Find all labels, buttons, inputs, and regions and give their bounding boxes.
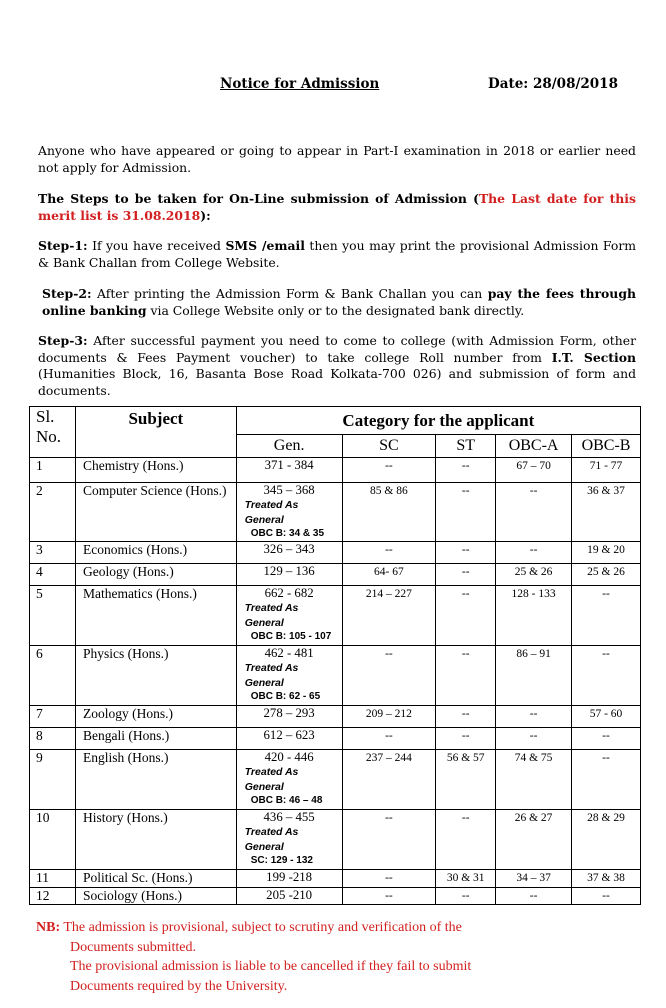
row-sl: 9 [30, 750, 76, 810]
row-gen [236, 564, 342, 586]
table-row [30, 586, 641, 646]
row-sc: 64- 67 [342, 564, 436, 586]
row-st: -- [436, 483, 496, 542]
row-sc: -- [342, 810, 436, 870]
row-st: -- [436, 646, 496, 706]
row-gen [236, 706, 342, 728]
row-obcb: -- [572, 586, 641, 646]
steps-heading-suffix: ): [200, 207, 211, 223]
row-subject: Political Sc. (Hons.) [75, 870, 236, 888]
row-obca: 128 - 133 [496, 586, 572, 646]
row-obcb: 19 & 20 [572, 542, 641, 564]
col-sc-header: SC [342, 435, 436, 458]
row-sl: 2 [30, 483, 76, 542]
step-1-label: Step-1: [38, 238, 88, 253]
gen-range: 129 – 136 [263, 564, 315, 578]
gen-range: 612 – 623 [263, 728, 315, 742]
table-body [30, 458, 641, 905]
row-obca: -- [496, 728, 572, 750]
table-row [30, 564, 641, 586]
col-st-header: ST [436, 435, 496, 458]
step-3-bold: I.T. Section [551, 349, 636, 365]
row-st: 30 & 31 [436, 870, 496, 888]
row-obcb: 37 & 38 [572, 870, 641, 888]
step-2-text-end: via College Website only or to the designated bank directly. [146, 302, 525, 318]
step-3-text-end: (Humanities Block, 16, Basanta Bose Road Kolkata-700 026) and submission of form and documents. [38, 366, 636, 398]
row-obcb: 28 & 29 [572, 810, 641, 870]
treated-as-general: General [244, 617, 284, 629]
row-sl: 7 [30, 706, 76, 728]
row-gen [236, 458, 342, 483]
table-row [30, 870, 641, 888]
steps-heading-text: The Steps to be taken for On-Line submission of Admission ( [38, 191, 479, 206]
table-row [30, 542, 641, 564]
row-subject: Geology (Hons.) [75, 564, 236, 586]
gen-range: 345 – 368 [263, 483, 315, 497]
row-sl: 6 [30, 646, 76, 706]
row-st: -- [436, 706, 496, 728]
intro-paragraph: Anyone who have appeared or going to appear in Part-I examination in 2018 or earlier need not apply for Admission. [38, 143, 636, 175]
row-sc: -- [342, 458, 436, 483]
row-obcb: 71 - 77 [572, 458, 641, 483]
row-gen [236, 810, 342, 870]
row-sc: -- [342, 870, 436, 888]
row-obca: 34 – 37 [496, 870, 572, 888]
row-sc: -- [342, 888, 436, 905]
nb-line-2: Documents submitted. [70, 939, 196, 955]
row-sl: 3 [30, 542, 76, 564]
treated-as-note: Treated As [244, 602, 299, 614]
row-st: -- [436, 542, 496, 564]
row-gen [236, 870, 342, 888]
row-gen [236, 646, 342, 706]
category-table [29, 406, 641, 905]
treated-as-note: Treated As [244, 499, 299, 511]
nb-line-1: The admission is provisional, subject to scrutiny and verification of the [60, 920, 462, 935]
step-1 [38, 238, 636, 271]
row-sc: -- [342, 646, 436, 706]
table-row [30, 646, 641, 706]
row-gen [236, 586, 342, 646]
row-obcb: -- [572, 750, 641, 810]
row-obcb: -- [572, 888, 641, 905]
row-gen [236, 483, 342, 542]
table-row [30, 888, 641, 905]
row-st: -- [436, 888, 496, 905]
row-obcb: -- [572, 728, 641, 750]
row-obca: 67 – 70 [496, 458, 572, 483]
nb-label: NB: [36, 920, 61, 935]
treated-as-general: General [244, 781, 284, 793]
col-category-header: Category for the applicant [236, 407, 640, 435]
table-row [30, 483, 641, 542]
row-obca: 26 & 27 [496, 810, 572, 870]
col-gen-header: Gen. [236, 435, 342, 458]
row-gen [236, 728, 342, 750]
row-sl: 4 [30, 564, 76, 586]
row-subject: Computer Science (Hons.) [75, 483, 236, 542]
row-subject: History (Hons.) [75, 810, 236, 870]
table-row [30, 458, 641, 483]
step-2-bold: pay the fees through online banking [42, 286, 636, 318]
row-obcb: 57 - 60 [572, 706, 641, 728]
gen-range: 199 -218 [266, 870, 313, 884]
treated-as-note: Treated As [244, 826, 299, 838]
gen-range: 420 - 446 [264, 750, 314, 764]
nb-line-3: The provisional admission is liable to be cancelled if they fail to submit [70, 959, 472, 974]
step-3-text: After successful payment you need to come to college (with Admission Form, other documents & Fees Payment voucher) to take college Roll number from [38, 333, 636, 365]
step-2 [42, 286, 636, 319]
gen-range: 371 - 384 [264, 458, 314, 472]
row-st: 56 & 57 [436, 750, 496, 810]
treated-as-range: SC: 129 - 132 [250, 855, 313, 866]
treated-as-note: Treated As [244, 662, 299, 674]
row-subject: Physics (Hons.) [75, 646, 236, 706]
row-obca: 86 – 91 [496, 646, 572, 706]
notice-date: Date: 28/08/2018 [488, 76, 618, 92]
table-row [30, 728, 641, 750]
row-sc: -- [342, 728, 436, 750]
row-subject: Economics (Hons.) [75, 542, 236, 564]
table-row [30, 750, 641, 810]
treated-as-range: OBC B: 34 & 35 [250, 528, 325, 539]
treated-as-range: OBC B: 46 – 48 [250, 795, 323, 806]
col-sl-header: Sl. No. [30, 407, 76, 458]
col-obca-header: OBC-A [496, 435, 572, 458]
row-sl: 10 [30, 810, 76, 870]
row-obca: -- [496, 706, 572, 728]
row-subject: English (Hons.) [75, 750, 236, 810]
row-sc: 237 – 244 [342, 750, 436, 810]
gen-range: 462 - 481 [264, 646, 314, 660]
row-sl: 8 [30, 728, 76, 750]
row-sc: 214 – 227 [342, 586, 436, 646]
row-obcb: -- [572, 646, 641, 706]
treated-as-range: OBC B: 105 - 107 [250, 631, 332, 642]
last-date-text: The Last date for this merit list is 31.08.2018 [38, 191, 636, 223]
row-st: -- [436, 564, 496, 586]
step-3 [38, 333, 636, 399]
row-subject: Sociology (Hons.) [75, 888, 236, 905]
col-subject-header: Subject [75, 407, 236, 458]
gen-range: 326 – 343 [263, 542, 315, 556]
gen-range: 205 -210 [266, 888, 313, 902]
row-sc: 209 – 212 [342, 706, 436, 728]
row-obca: -- [496, 888, 572, 905]
row-st: -- [436, 810, 496, 870]
row-obca: 74 & 75 [496, 750, 572, 810]
gen-range: 436 – 455 [263, 810, 315, 824]
row-gen [236, 888, 342, 905]
nb-line-4: Documents required by the University. [70, 978, 288, 994]
row-st: -- [436, 728, 496, 750]
row-sc: 85 & 86 [342, 483, 436, 542]
row-st: -- [436, 586, 496, 646]
col-obcb-header: OBC-B [572, 435, 641, 458]
row-sl: 12 [30, 888, 76, 905]
row-subject: Mathematics (Hons.) [75, 586, 236, 646]
treated-as-range: OBC B: 62 - 65 [250, 691, 321, 702]
step-1-text: If you have received [87, 238, 226, 253]
row-obca: -- [496, 542, 572, 564]
row-st: -- [436, 458, 496, 483]
gen-range: 662 - 682 [264, 586, 314, 600]
row-sl: 5 [30, 586, 76, 646]
row-obcb: 25 & 26 [572, 564, 641, 586]
steps-heading [38, 191, 636, 224]
row-sc: -- [342, 542, 436, 564]
table-row [30, 706, 641, 728]
treated-as-note: Treated As [244, 766, 299, 778]
step-3-label: Step-3: [38, 333, 88, 348]
row-subject: Bengali (Hons.) [75, 728, 236, 750]
row-obca: -- [496, 483, 572, 542]
step-1-bold: SMS /email [225, 238, 305, 253]
row-obca: 25 & 26 [496, 564, 572, 586]
step-2-text: After printing the Admission Form & Bank Challan you can [91, 286, 488, 301]
gen-range: 278 – 293 [263, 706, 315, 720]
row-sl: 1 [30, 458, 76, 483]
step-1-text-end: then you may print the provisional Admission Form & Bank Challan from College Website. [38, 238, 636, 270]
nb-note [36, 918, 636, 996]
row-subject: Zoology (Hons.) [75, 706, 236, 728]
row-sl: 11 [30, 870, 76, 888]
notice-title: Notice for Admission [220, 76, 380, 92]
step-2-label: Step-2: [42, 286, 92, 301]
row-obcb: 36 & 37 [572, 483, 641, 542]
table-row [30, 810, 641, 870]
treated-as-general: General [244, 514, 284, 526]
treated-as-general: General [244, 677, 284, 689]
row-gen [236, 750, 342, 810]
row-gen [236, 542, 342, 564]
row-subject: Chemistry (Hons.) [75, 458, 236, 483]
treated-as-general: General [244, 841, 284, 853]
